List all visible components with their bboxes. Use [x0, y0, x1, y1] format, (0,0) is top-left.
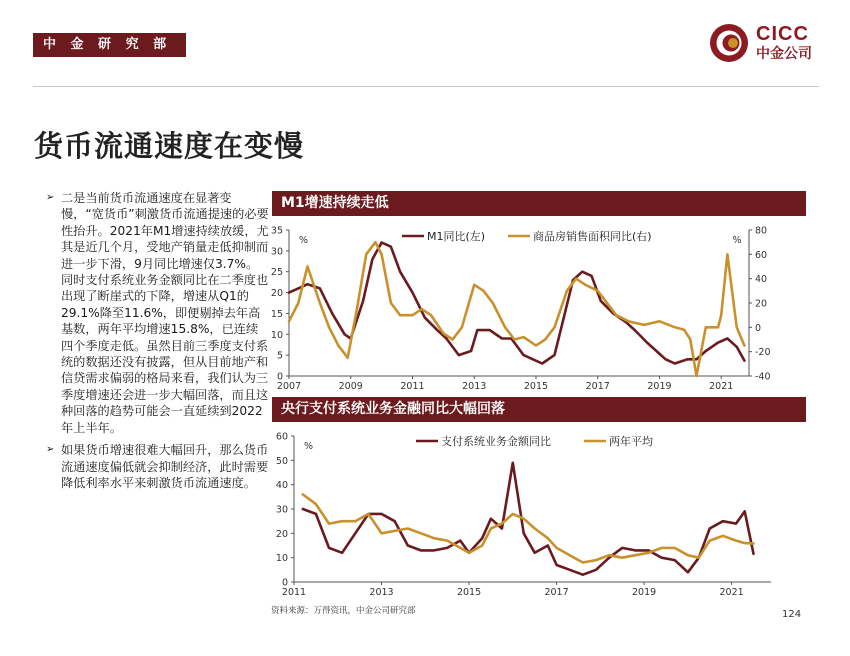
- y-right-unit-label: %: [732, 235, 742, 246]
- legend-label: 两年平均: [609, 435, 653, 448]
- y-tick-label: 50: [275, 455, 288, 467]
- x-tick-label: 2019: [647, 381, 672, 392]
- department-banner: 中 金 研 究 部: [33, 33, 186, 57]
- y-right-tick-label: 0: [755, 322, 762, 334]
- arrow-bullet-icon: ➢: [46, 192, 55, 203]
- y-tick-label: 5: [276, 350, 283, 362]
- y-tick-label: 30: [275, 504, 288, 516]
- page-number: 124: [782, 609, 802, 620]
- logo-text-cn: 中金公司: [756, 45, 812, 61]
- y-tick-label: 10: [270, 329, 283, 341]
- y-right-tick-label: 80: [755, 225, 768, 237]
- bullet-list: [33, 190, 269, 497]
- x-tick-label: 2021: [709, 381, 734, 392]
- cicc-logo: [708, 22, 828, 64]
- legend-label: 商品房销售面积同比(右): [533, 230, 652, 243]
- y-unit-label: %: [299, 235, 309, 246]
- y-right-tick-label: 40: [755, 274, 768, 286]
- y-tick-label: 60: [275, 431, 288, 443]
- y-tick-label: 15: [270, 308, 283, 320]
- cicc-logo-icon: [708, 22, 750, 64]
- x-tick-label: 2017: [585, 381, 610, 392]
- series-line: [303, 494, 754, 562]
- source-note: 资料来源：万得资讯，中金公司研究部: [271, 606, 416, 616]
- y-tick-label: 0: [281, 577, 288, 589]
- y-tick-label: 10: [275, 553, 288, 565]
- x-tick-label: 2013: [369, 587, 394, 598]
- y-tick-label: 35: [270, 225, 283, 237]
- chart2-title: 央行支付系统业务金融同比大幅回落: [272, 397, 806, 422]
- x-tick-label: 2019: [631, 587, 657, 598]
- y-tick-label: 0: [276, 371, 283, 383]
- y-right-tick-label: -20: [755, 347, 771, 359]
- chart-payment-system: [272, 422, 806, 605]
- bullet-item: [33, 190, 269, 436]
- x-tick-label: 2017: [544, 587, 569, 598]
- bullet-item: [33, 442, 269, 491]
- y-tick-label: 25: [270, 267, 283, 279]
- series-line: [289, 242, 744, 376]
- y-tick-label: 20: [270, 288, 283, 300]
- legend-label: M1同比(左): [427, 230, 486, 243]
- bullet-text: 如果货币增速很难大幅回升，那么货币流通速度偏低就会抑制经济，此时需要降低利率水平来刺激货币流通速度。: [61, 443, 269, 490]
- x-tick-label: 2021: [719, 587, 744, 598]
- x-tick-label: 2015: [456, 587, 482, 598]
- bullet-text: 二是当前货币流通速度在显著变慢，“宽货币”刺激货币流通提速的必要性抬升。2021年M1增速持续放缓，尤其是近几个月，受地产销量走低抑制而进一步下滑，9月同比增速仅3.7%。同时支付系统业务金额同比在二季度也出现了断崖式的下降，增速从Q1的29.1%降至11.6%，即便剔掉去年高基数，两年平均增速15.8%，已连续四个季度走低。虽然目前三季度支付系统的数据还没有披露，但从目前地产和信贷需求偏弱的格局来看，我们认为三季度增速还会进一步大幅回落，而且这种回落的趋势可能会一直延续到2022年上半年。: [61, 191, 269, 435]
- x-tick-label: 2011: [281, 587, 307, 598]
- arrow-bullet-icon: ➢: [46, 444, 55, 456]
- y-right-tick-label: 60: [755, 249, 768, 261]
- y-unit-label: %: [304, 441, 314, 452]
- header-divider: [33, 86, 819, 87]
- x-tick-label: 2011: [400, 381, 425, 392]
- y-right-tick-label: 20: [755, 298, 768, 310]
- x-tick-label: 2013: [462, 381, 487, 392]
- legend-label: 支付系统业务金额同比: [441, 435, 551, 448]
- page-title: 货币流通速度在变慢: [34, 129, 305, 163]
- x-tick-label: 2007: [276, 381, 302, 392]
- chart1-title: M1增速持续走低: [272, 191, 806, 216]
- x-tick-label: 2009: [338, 381, 363, 392]
- y-tick-label: 30: [270, 246, 283, 258]
- y-tick-label: 40: [275, 480, 288, 492]
- chart-m1: [272, 216, 806, 421]
- logo-text-en: CICC: [756, 23, 809, 45]
- y-right-tick-label: -40: [755, 371, 771, 383]
- y-tick-label: 20: [275, 528, 288, 540]
- x-tick-label: 2015: [523, 381, 549, 392]
